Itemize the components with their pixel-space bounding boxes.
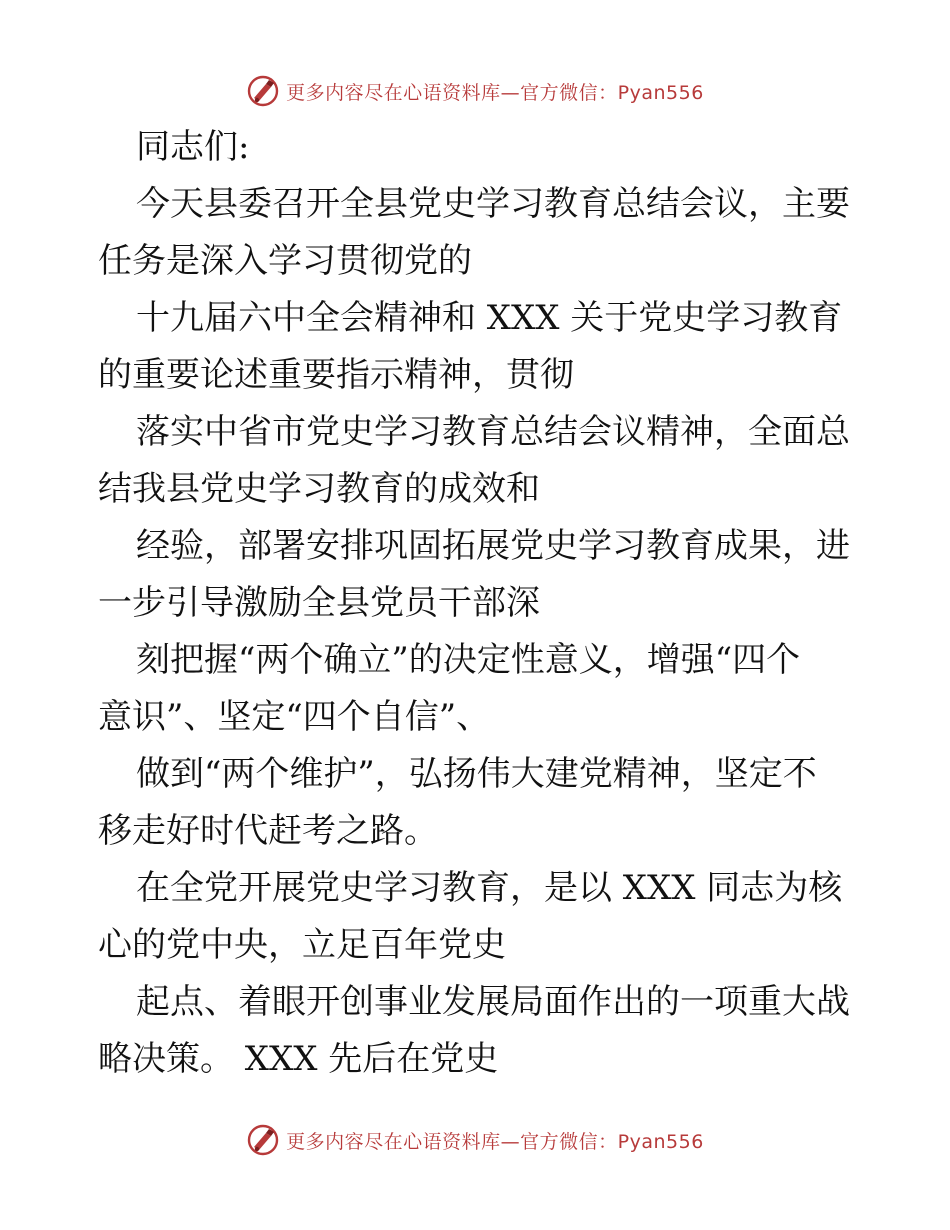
body-text-line: 同志们: bbox=[136, 127, 250, 167]
body-text-line: 在全党开展党史学习教育，是以 XXX 同志为核 bbox=[136, 868, 843, 908]
watermark-text: 更多内容尽在心语资料库—官方微信：Pyan556 bbox=[286, 81, 704, 104]
body-text-line: 刻把握“两个确立”的决定性意义，增强“四个 bbox=[136, 640, 801, 680]
body-text-line: 今天县委召开全县党史学习教育总结会议，主要 bbox=[136, 184, 850, 224]
body-text-line: 一步引导激励全县党员干部深 bbox=[98, 583, 540, 623]
header-watermark bbox=[0, 71, 950, 111]
document-body bbox=[98, 119, 858, 1088]
footer-watermark bbox=[0, 1120, 950, 1160]
body-text-line: 经验，部署安排巩固拓展党史学习教育成果，进 bbox=[136, 526, 850, 566]
body-text-line: 十九届六中全会精神和 XXX 关于党史学习教育 bbox=[136, 298, 843, 338]
ink-pen-logo-icon bbox=[246, 1123, 280, 1157]
watermark-group bbox=[246, 74, 704, 108]
watermark-text: 更多内容尽在心语资料库—官方微信：Pyan556 bbox=[286, 1130, 704, 1153]
ink-pen-logo-icon bbox=[246, 74, 280, 108]
watermark-group bbox=[246, 1123, 704, 1157]
body-text-line: 结我县党史学习教育的成效和 bbox=[98, 469, 540, 509]
body-text-line: 起点、着眼开创事业发展局面作出的一项重大战 bbox=[136, 982, 850, 1022]
body-text-line: 做到“两个维护”，弘扬伟大建党精神，坚定不 bbox=[136, 754, 817, 794]
body-text-line: 落实中省市党史学习教育总结会议精神，全面总 bbox=[136, 412, 850, 452]
body-text-line: 任务是深入学习贯彻党的 bbox=[98, 241, 472, 281]
body-text-line: 略决策。 XXX 先后在党史 bbox=[98, 1039, 499, 1079]
body-text-line: 的重要论述重要指示精神，贯彻 bbox=[98, 355, 574, 395]
body-text-line: 意识”、坚定“四个自信”、 bbox=[98, 697, 491, 737]
body-text-line: 心的党中央，立足百年党史 bbox=[98, 925, 506, 965]
body-text-line: 移走好时代赶考之路。 bbox=[98, 811, 438, 851]
